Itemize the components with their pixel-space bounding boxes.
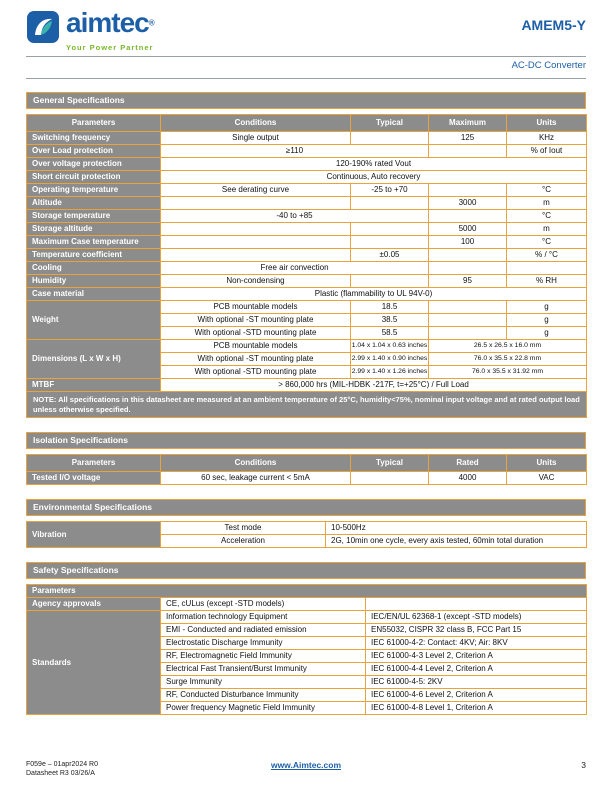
environmental-specifications-section	[26, 499, 586, 548]
table-cell: Standards	[27, 611, 161, 715]
table-cell: Units	[507, 455, 587, 472]
table-cell: Storage altitude	[27, 223, 161, 236]
table-cell	[429, 301, 507, 314]
table-cell: KHz	[507, 132, 587, 145]
aimtec-logo	[26, 7, 155, 52]
table-row	[27, 340, 587, 353]
table-row	[27, 301, 587, 314]
product-subtitle: AC-DC Converter	[511, 60, 586, 71]
footer-doc-ref: F059e – 01apr2024 R0	[26, 761, 98, 768]
table-cell: Dimensions (L x W x H)	[27, 340, 161, 379]
table-cell: °C	[507, 236, 587, 249]
table-cell: Test mode	[161, 522, 326, 535]
safety-specifications-table	[26, 584, 587, 715]
table-cell: g	[507, 327, 587, 340]
table-cell	[351, 275, 429, 288]
table-cell: Conditions	[161, 455, 351, 472]
table-cell: With optional -STD mounting plate	[161, 327, 351, 340]
footer-document-info	[26, 760, 206, 778]
table-row	[27, 392, 587, 418]
table-cell	[429, 145, 507, 158]
table-cell: g	[507, 301, 587, 314]
table-cell: 76.0 x 35.5 x 31.92 mm	[429, 366, 587, 379]
table-cell: Maximum Case temperature	[27, 236, 161, 249]
table-row	[27, 472, 587, 485]
table-cell: Operating temperature	[27, 184, 161, 197]
table-cell: -25 to +70	[351, 184, 429, 197]
table-row	[27, 132, 587, 145]
table-cell: 1.04 x 1.04 x 0.63 inches	[351, 340, 429, 353]
safety-specifications-section	[26, 562, 586, 715]
table-cell: 2.99 x 1.40 x 0.90 inches	[351, 353, 429, 366]
registered-mark: ®	[148, 18, 155, 28]
table-cell: Units	[507, 115, 587, 132]
table-cell: °C	[507, 184, 587, 197]
table-row	[27, 158, 587, 171]
table-cell: 95	[429, 275, 507, 288]
table-cell	[161, 249, 351, 262]
table-cell	[366, 598, 587, 611]
table-cell: 58.5	[351, 327, 429, 340]
table-cell: Over voltage protection	[27, 158, 161, 171]
general-specifications-section	[26, 92, 586, 418]
table-cell: With optional -STD mounting plate	[161, 366, 351, 379]
table-cell: See derating curve	[161, 184, 351, 197]
table-cell: IEC 61000-4-3 Level 2, Criterion A	[366, 650, 587, 663]
table-cell	[351, 197, 429, 210]
table-cell: g	[507, 314, 587, 327]
table-cell: 26.5 x 26.5 x 16.0 mm	[429, 340, 587, 353]
table-cell: Altitude	[27, 197, 161, 210]
table-row	[27, 288, 587, 301]
table-row	[27, 171, 587, 184]
table-cell: PCB mountable models	[161, 301, 351, 314]
table-cell: Conditions	[161, 115, 351, 132]
table-cell: Case material	[27, 288, 161, 301]
table-cell: ≥110	[161, 145, 429, 158]
table-cell: 60 sec, leakage current < 5mA	[161, 472, 351, 485]
table-cell: MTBF	[27, 379, 161, 392]
table-cell: Over Load protection	[27, 145, 161, 158]
table-cell	[351, 236, 429, 249]
section-title-safety: Safety Specifications	[26, 562, 586, 579]
table-cell: IEC 61000-4-8 Level 1, Criterion A	[366, 702, 587, 715]
table-cell: 120-190% rated Vout	[161, 158, 587, 171]
logo-text	[66, 7, 155, 52]
table-cell: Non-condensing	[161, 275, 351, 288]
table-row	[27, 455, 587, 472]
table-cell: °C	[507, 210, 587, 223]
table-row	[27, 522, 587, 535]
table-cell: m	[507, 197, 587, 210]
table-cell: Single output	[161, 132, 351, 145]
table-cell: Surge Immunity	[161, 676, 366, 689]
table-row	[27, 249, 587, 262]
table-cell: Tested I/O voltage	[27, 472, 161, 485]
table-row	[27, 223, 587, 236]
table-cell: Humidity	[27, 275, 161, 288]
table-cell: 38.5	[351, 314, 429, 327]
table-cell: Vibration	[27, 522, 161, 548]
page-number: 3	[581, 760, 586, 770]
table-cell: RF, Electromagnetic Field Immunity	[161, 650, 366, 663]
table-row	[27, 379, 587, 392]
section-title-isolation: Isolation Specifications	[26, 432, 586, 449]
table-cell	[351, 132, 429, 145]
page-content	[0, 79, 612, 715]
table-cell: m	[507, 223, 587, 236]
general-specifications-table	[26, 114, 587, 418]
table-cell	[429, 184, 507, 197]
table-row	[27, 598, 587, 611]
section-title-general: General Specifications	[26, 92, 586, 109]
table-cell: IEC/EN/UL 62368-1 (except -STD models)	[366, 611, 587, 624]
table-row	[27, 611, 587, 624]
table-cell	[161, 197, 351, 210]
table-cell: IEC 61000-4-4 Level 2, Criterion A	[366, 663, 587, 676]
table-cell: EN55032, CISPR 32 class B, FCC Part 15	[366, 624, 587, 637]
table-cell: Storage temperature	[27, 210, 161, 223]
table-cell: 18.5	[351, 301, 429, 314]
page-footer	[26, 760, 586, 778]
table-cell: 10-500Hz	[326, 522, 587, 535]
table-cell: Electrical Fast Transient/Burst Immunity	[161, 663, 366, 676]
table-cell: % / °C	[507, 249, 587, 262]
table-cell: IEC 61000-4-5: 2KV	[366, 676, 587, 689]
table-row	[27, 262, 587, 275]
table-cell: Temperature coefficient	[27, 249, 161, 262]
table-cell: Agency approvals	[27, 598, 161, 611]
isolation-specifications-table	[26, 454, 587, 485]
brand-tagline: Your Power Partner	[66, 43, 154, 52]
table-row	[27, 197, 587, 210]
table-cell: > 860,000 hrs (MIL-HDBK -217F, t=+25°C) / Full Load	[161, 379, 587, 392]
table-cell: 4000	[429, 472, 507, 485]
table-cell	[429, 249, 507, 262]
table-cell	[429, 314, 507, 327]
footer-revision: Datasheet R3 03/26/A	[26, 770, 95, 777]
table-cell: Maximum	[429, 115, 507, 132]
table-cell	[507, 262, 587, 275]
table-cell: 76.0 x 35.5 x 22.8 mm	[429, 353, 587, 366]
table-row	[27, 585, 587, 598]
table-cell: Free air convection	[161, 262, 429, 275]
table-cell: EMI - Conducted and radiated emission	[161, 624, 366, 637]
table-cell	[429, 262, 507, 275]
table-cell: Parameters	[27, 455, 161, 472]
table-cell: Information technology Equipment	[161, 611, 366, 624]
table-cell: % of Iout	[507, 145, 587, 158]
table-cell: RF, Conducted Disturbance Immunity	[161, 689, 366, 702]
table-cell	[351, 223, 429, 236]
table-cell: ±0.05	[351, 249, 429, 262]
page-header	[0, 0, 612, 52]
table-cell: Typical	[351, 455, 429, 472]
table-cell	[429, 210, 507, 223]
table-cell: PCB mountable models	[161, 340, 351, 353]
table-cell: Parameters	[27, 585, 587, 598]
table-cell: -40 to +85	[161, 210, 429, 223]
table-cell: Cooling	[27, 262, 161, 275]
table-cell	[429, 327, 507, 340]
table-cell: IEC 61000-4-6 Level 2, Criterion A	[366, 689, 587, 702]
table-cell: With optional -ST mounting plate	[161, 353, 351, 366]
table-cell: Continuous, Auto recovery	[161, 171, 587, 184]
section-title-environmental: Environmental Specifications	[26, 499, 586, 516]
table-cell: % RH	[507, 275, 587, 288]
table-cell: Electrostatic Discharge Immunity	[161, 637, 366, 650]
table-cell: CE, cULus (except -STD models)	[161, 598, 366, 611]
table-row	[27, 184, 587, 197]
table-cell: Switching frequency	[27, 132, 161, 145]
table-cell	[161, 236, 351, 249]
table-cell: Typical	[351, 115, 429, 132]
table-cell: NOTE: All specifications in this datasheet are measured at an ambient temperature of 25°C, humidity<75%, nominal input voltage and at rated output load unless otherwise specified.	[27, 392, 587, 418]
environmental-specifications-table	[26, 521, 587, 548]
table-cell: IEC 61000-4-2: Contact: 4KV; Air: 8KV	[366, 637, 587, 650]
table-cell: 3000	[429, 197, 507, 210]
table-row	[27, 236, 587, 249]
table-row	[27, 275, 587, 288]
table-cell: Short circuit protection	[27, 171, 161, 184]
product-name: AMEM5-Y	[521, 17, 586, 33]
table-cell: Weight	[27, 301, 161, 340]
table-row	[27, 210, 587, 223]
table-cell: Parameters	[27, 115, 161, 132]
table-cell: Power frequency Magnetic Field Immunity	[161, 702, 366, 715]
table-cell: 2G, 10min one cycle, every axis tested, 60min total duration	[326, 535, 587, 548]
table-cell: Acceleration	[161, 535, 326, 548]
brand-name: aimtec	[66, 7, 149, 38]
table-cell: 100	[429, 236, 507, 249]
table-cell: With optional -ST mounting plate	[161, 314, 351, 327]
table-cell: VAC	[507, 472, 587, 485]
table-cell: Rated	[429, 455, 507, 472]
website-link[interactable]: www.Aimtec.com	[270, 760, 342, 770]
aimtec-logo-icon	[26, 10, 60, 49]
table-cell	[161, 223, 351, 236]
table-row	[27, 115, 587, 132]
table-cell: 2.99 x 1.40 x 1.26 inches	[351, 366, 429, 379]
table-cell: Plastic (flammability to UL 94V-0)	[161, 288, 587, 301]
table-cell: 5000	[429, 223, 507, 236]
table-cell: 125	[429, 132, 507, 145]
table-cell	[351, 472, 429, 485]
isolation-specifications-section	[26, 432, 586, 485]
table-row	[27, 145, 587, 158]
